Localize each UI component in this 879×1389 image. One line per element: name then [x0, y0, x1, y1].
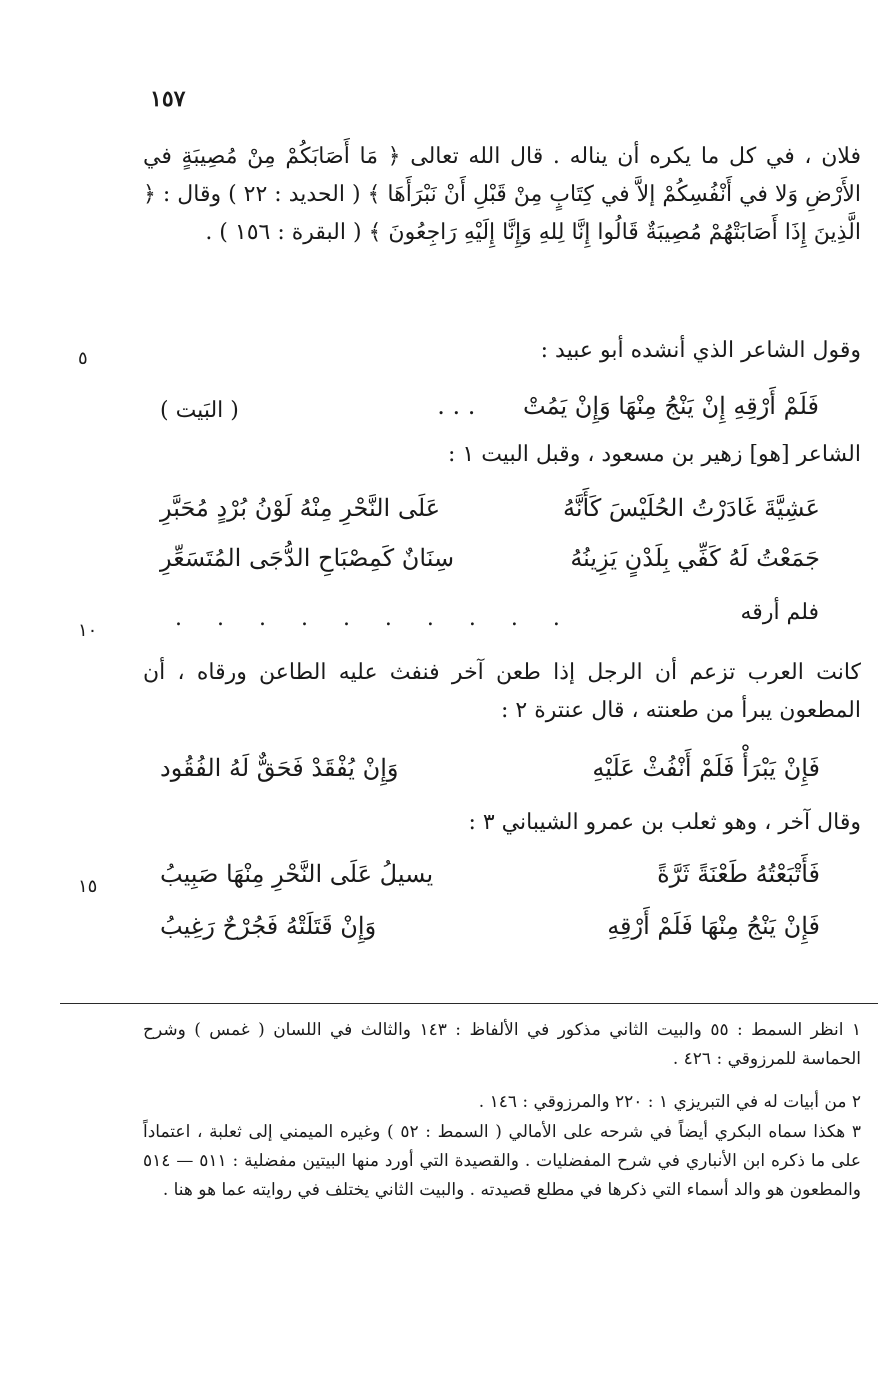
paragraph-quran-quotes: فلان ، في كل ما يكره أن يناله . قال الله تعالى ﴿ مَا أَصَابَكُمْ مِنْ مُصِيبَةٍ في الأَرْضِ وَلا في أَنْفُسِكُمْ إلاَّ في كِتَابٍ مِنْ قَبْلِ أَنْ نَبْرَأَهَا ﴾ ( الحديد : ٢٢ ) وقال : ﴿ الَّذِينَ إِذَا أَصَابَتْهُمْ مُصِيبَةٌ قَالُوا إِنَّا لِلهِ وَإِنَّا إِلَيْهِ رَاجِعُونَ ﴾ ( البقرة : ١٥٦ ) . [142, 144, 861, 245]
footnote-divider [60, 1003, 878, 1004]
verse-5-second-hemistich: وَإِنْ قَتَلَتْهُ فَجُرْحٌ رَغِيبُ [160, 912, 377, 940]
verse-3 [160, 754, 820, 796]
bayt-label: ( البَيت ) [160, 398, 239, 423]
verse-5-first-hemistich: فَإِنْ يَنْجُ مِنْهَا فَلَمْ أَرْقِهِ [607, 912, 820, 940]
ellipsis-line: . . . . . . . . . . [175, 606, 574, 631]
paragraph-abu-ubaid: وقول الشاعر الذي أنشده أبو عبيد : [540, 338, 861, 363]
line-number-10: ١٠ [78, 620, 98, 641]
line-number-15: ١٥ [78, 876, 98, 897]
verse-4-second-hemistich: يسيلُ عَلَى النَّحْرِ مِنْهَا صَبِيبُ [160, 860, 434, 888]
page-number: ١٥٧ [150, 86, 186, 112]
verse-4-first-hemistich: فَأَتْبَعْتُهُ طَعْنَةً ثَرَّةً [657, 860, 820, 888]
footnote-2: ٢ من أبيات له في التبريزي ١ : ٢٢٠ والمرزوقي : ١٤٦ . [478, 1092, 861, 1112]
verse-1-second-hemistich: عَلَى النَّحْرِ مِنْهُ لَوْنُ بُرْدٍ مُحَبَّرِ [160, 494, 441, 522]
verse-single-dots: . . . [437, 392, 476, 420]
line-number-5: ٥ [78, 348, 88, 369]
verse-3-first-hemistich: فَإِنْ يَبْرَأْ فَلَمْ أَنْفُثْ عَلَيْهِ [592, 754, 820, 782]
footnote-3: ٣ هكذا سماه البكري أيضاً في شرحه على الأمالي ( السمط : ٥٢ ) وغيره الميمني إلى ثعلبة ، اعتماداً على ما ذكره ابن الأنباري في شرح المفضليات . والقصيدة التي أورد منها البيتين مفضلية : ٥١١ — ٥١٤ والمطعون هو والد أسماء التي ذكرها في مطلع قصيدته . والبيت الثاني يختلف في روايته عما هو هنا . [143, 1122, 862, 1200]
paragraph-antara-intro: كانت العرب تزعم أن الرجل إذا طعن آخر فنفث عليه الطاعن ورقاه ، أن المطعون يبرأ من طعنته ، قال عنترة ٢ : [143, 660, 861, 723]
verse-single-text: فَلَمْ أَرْقِهِ إِنْ يَنْجُ مِنْهَا وَإِنْ يَمُتْ [523, 392, 819, 420]
paragraph-zuhair: الشاعر [هو] زهير بن مسعود ، وقبل البيت ١ : [447, 442, 861, 467]
verse-5 [160, 912, 820, 954]
verse-2 [160, 544, 820, 586]
verse-2-second-hemistich: سِنَانٌ كَمِصْبَاحِ الدُّجَى المُتَسَعِّرِ [160, 544, 455, 572]
verse-1 [160, 494, 820, 536]
verse-2-first-hemistich: جَمَعْتُ لَهُ كَفِّي بِلَدْنٍ يَزِينُهُ [570, 544, 820, 572]
footnote-1: ١ انظر السمط : ٥٥ والبيت الثاني مذكور في الألفاظ : ١٤٣ والثالث في اللسان ( غمس ) وشرح الحماسة للمرزوقي : ٤٢٦ . [143, 1020, 861, 1069]
verse-single [437, 392, 819, 420]
verse-3-second-hemistich: وَإِنْ يُفْقَدْ فَحَقٌّ لَهُ الفُقُود [160, 754, 399, 782]
verse-1-first-hemistich: عَشِيَّةَ غَادَرْتُ الحُلَيْسَ كَأَنَّهُ [562, 494, 820, 522]
paragraph-thalab: وقال آخر ، وهو ثعلب بن عمرو الشيباني ٣ : [468, 810, 861, 835]
verse-4 [160, 860, 820, 902]
falam-arqihi: فلم أرقه [740, 600, 819, 625]
